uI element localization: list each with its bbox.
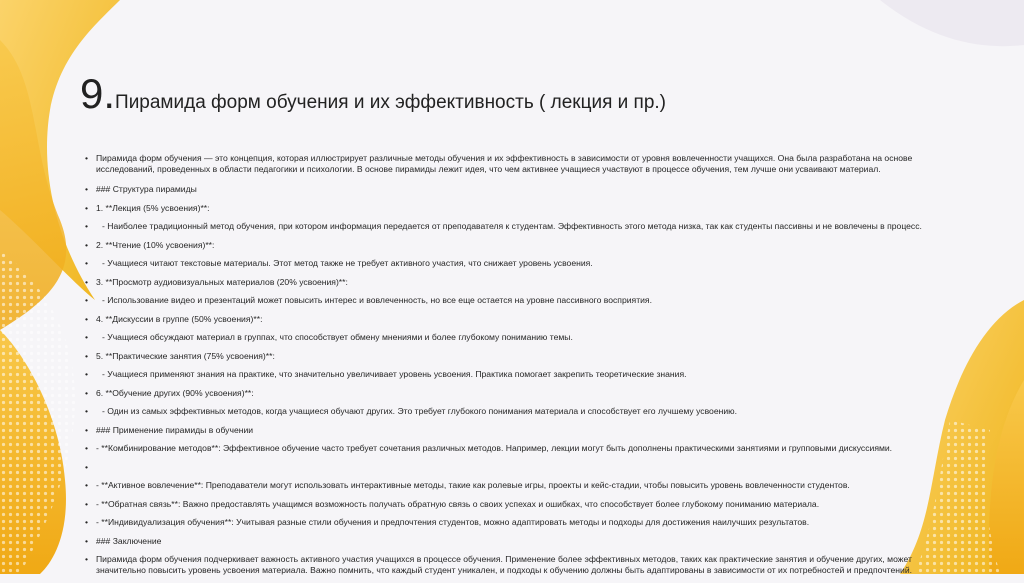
bullet-item: • ### Заключение	[85, 536, 945, 547]
bullet-item: • - **Индивидуализация обучения**: Учитывая разные стили обучения и предпочтения студентов, можно адаптировать методы и подходы для достижения наилучших результатов.	[85, 517, 945, 528]
bullet-item: • ### Применение пирамиды в обучении	[85, 425, 945, 436]
bullet-item: • - Учащиеся читают текстовые материалы. Этот метод также не требует активного участия, что снижает уровень усвоения.	[85, 258, 945, 269]
slide-number: 9.	[80, 70, 116, 117]
bullet-item: • 5. **Практические занятия (75% усвоения)**:	[85, 351, 945, 362]
bullet-item: • - **Активное вовлечение**: Преподаватели могут использовать интерактивные методы, такие как ролевые игры, проекты и кейс-стадии, чтобы повысить уровень вовлеченности студентов.	[85, 480, 945, 491]
bullet-item: • - Учащиеся применяют знания на практике, что значительно увеличивает уровень усвоения. Практика помогает закрепить теоретические знания.	[85, 369, 945, 380]
bullet-item: • 2. **Чтение (10% усвоения)**:	[85, 240, 945, 251]
bullet-item: • 4. **Дискуссии в группе (50% усвоения)**:	[85, 314, 945, 325]
bullet-item: • ### Структура пирамиды	[85, 184, 945, 195]
bullet-item: • - **Комбинирование методов**: Эффективное обучение часто требует сочетания различных методов. Например, лекции могут быть дополнены практическими занятиями и групповыми дискуссиями.	[85, 443, 945, 454]
bullet-item: • - **Обратная связь**: Важно предоставлять учащимся возможность получать обратную связь о своих успехах и ошибках, что способствует более глубокому пониманию материала.	[85, 499, 945, 510]
slide-title	[80, 70, 666, 118]
bullet-list	[85, 153, 945, 583]
bullet-item: • - Использование видео и презентаций может повысить интерес и вовлеченность, но все еще остается на уровне пассивного восприятия.	[85, 295, 945, 306]
bullet-item: • Пирамида форм обучения — это концепция, которая иллюстрирует различные методы обучения и их эффективность в зависимости от уровня вовлеченности учащихся. Она была разработана на основе исследований, проведенных в области педагогики и психологии. В основе пирамиды лежит идея, что чем активнее учащиеся участвуют в процессе обучения, тем лучше они усваивают материал.	[85, 153, 945, 174]
bullet-item	[85, 462, 945, 473]
bullet-item: • - Наиболее традиционный метод обучения, при котором информация передается от преподавателя к студентам. Эффективность этого метода низка, так как студенты пассивны и не вовлечены в процесс.	[85, 221, 945, 232]
bullet-item: • - Один из самых эффективных методов, когда учащиеся обучают других. Это требует глубокого понимания материала и способствует его лучшему усвоению.	[85, 406, 945, 417]
slide-title-text: Пирамида форм обучения и их эффективность ( лекция и пр.)	[115, 92, 666, 113]
bullet-item: • 1. **Лекция (5% усвоения)**:	[85, 203, 945, 214]
bullet-item: • - Учащиеся обсуждают материал в группах, что способствует обмену мнениями и более глубокому пониманию темы.	[85, 332, 945, 343]
bullet-item: • 6. **Обучение других (90% усвоения)**:	[85, 388, 945, 399]
bullet-item: • Пирамида форм обучения подчеркивает важность активного участия учащихся в процессе обучения. Применение более эффективных методов, таких как практические занятия и обучение других, может значительно повысить уровень усвоения материала. Важно помнить, что каждый студент уникален, и подходы к обучению должны быть адаптированы в зависимости от их потребностей и предпочтений.	[85, 554, 945, 575]
bullet-item: • 3. **Просмотр аудиовизуальных материалов (20% усвоения)**:	[85, 277, 945, 288]
